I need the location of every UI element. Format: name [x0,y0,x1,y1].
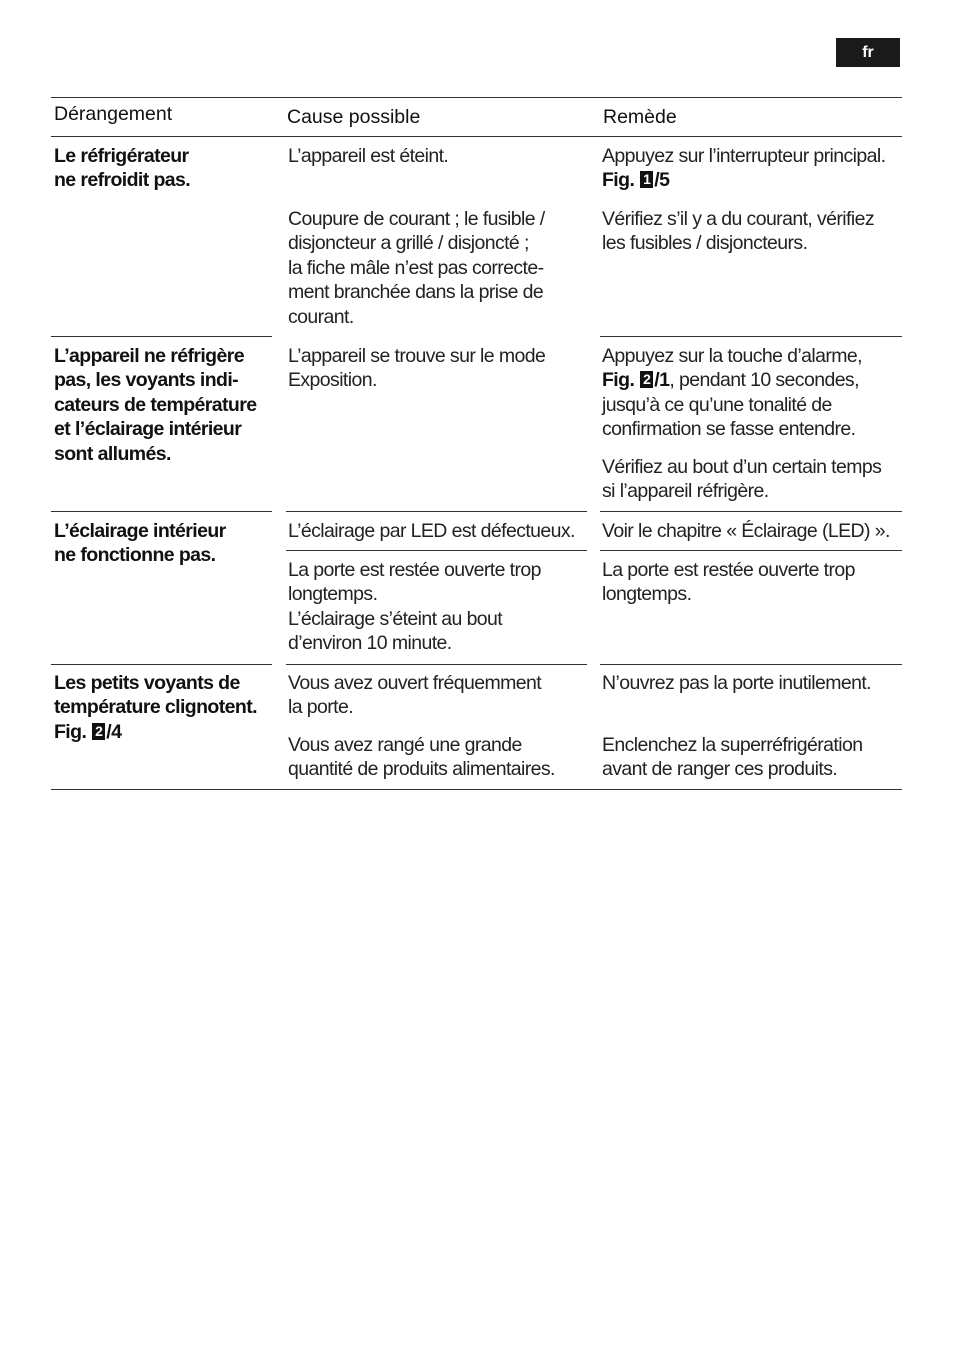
figure-number-badge: 2 [92,723,105,740]
row2-problem [54,344,256,466]
header-cause: Cause possible [287,106,421,128]
figure-item: /4 [106,720,122,743]
row2-rule-col2 [286,511,587,512]
row1-cause2-line: Coupure de courant ; le fusible / [288,208,545,230]
row2-cause1-line: L’appareil se trouve sur le mode [288,345,546,367]
row3-rule-col1 [51,664,272,665]
row1-problem-line: ne refroidit pas. [54,169,191,192]
row1-remedy1-line: Appuyez sur l’interrupteur principal. [602,145,886,167]
row2-problem-line: pas, les voyants indi- [54,369,239,392]
row2-cause1 [288,344,545,393]
row4-cause2 [288,733,555,782]
row3-remedy2-line: La porte est restée ouverte trop [602,559,855,581]
row1-cause2-line: disjoncteur a grillé / disjoncté ; [288,232,529,255]
row2-problem-line: L’appareil ne réfrigère [54,345,244,367]
row3-remedy1 [602,519,890,543]
row1-cause1-line: L’appareil est éteint. [288,145,449,167]
row1-figure-reference [602,168,885,192]
row3-problem [54,519,226,568]
row1-remedy2-line: Vérifiez s’il y a du courant, vérifiez [602,208,874,230]
row4-cause2-line: quantité de produits alimentaires. [288,758,555,781]
fig-label: Fig. [54,720,87,743]
row1-rule-col1 [51,336,272,337]
row3-cause2-line: longtemps. [288,583,378,606]
row2-remedy2 [602,455,881,504]
row2-remedy1-continuation: , pendant 10 secondes, [669,369,859,392]
row1-cause2 [288,207,545,329]
row4-cause1-line: la porte. [288,696,354,719]
row2-remedy1-line: confirmation se fasse entendre. [602,418,856,441]
fig-label: Fig. [602,369,635,392]
row3-rule-col2 [286,664,587,665]
row1-rule-col3 [600,336,902,337]
row2-rule-col1 [51,511,272,512]
row2-problem-line: cateurs de température [54,393,257,416]
figure-item: /5 [654,169,670,192]
row2-cause1-line: Exposition. [288,369,377,392]
table-top-rule [51,97,902,98]
row3-sub-rule-col2 [286,550,587,551]
row1-remedy2-line: les fusibles / disjoncteurs. [602,232,808,255]
row1-cause1 [288,144,448,168]
row3-cause2-line: La porte est restée ouverte trop [288,559,541,581]
row2-remedy1-line: jusqu’à ce qu’une tonalité de [602,393,832,416]
row4-cause1-line: Vous avez ouvert fréquemment [288,672,542,694]
figure-item: /1 [654,369,670,392]
row3-problem-line: L’éclairage intérieur [54,520,226,542]
row3-cause1 [288,519,575,543]
figure-number-badge: 2 [640,371,653,388]
row4-remedy2-line: Enclenchez la superréfrigération [602,734,863,756]
header-remede: Remède [603,106,677,128]
row4-problem-line: température clignotent. [54,696,257,719]
row2-remedy2-line: si l’appareil réfrigère. [602,480,769,503]
row2-remedy1 [602,344,862,442]
row2-rule-col3 [600,511,902,512]
language-badge: fr [836,38,900,67]
row3-cause1-line: L’éclairage par LED est défectueux. [288,520,575,542]
row4-remedy2 [602,733,862,782]
header-derangement: Dérangement [54,103,173,125]
row2-problem-line: sont allumés. [54,442,171,465]
row3-sub-rule-col3 [600,550,902,551]
row2-problem-line: et l’éclairage intérieur [54,418,242,441]
row1-cause2-line: la fiche mâle n’est pas correcte- [288,256,544,279]
figure-number-badge: 1 [640,171,653,188]
row4-cause1 [288,671,541,720]
row4-figure-reference [54,720,257,744]
row3-remedy1-line: Voir le chapitre « Éclairage (LED) ». [602,520,890,542]
row2-remedy2-line: Vérifiez au bout d’un certain temps [602,456,882,478]
table-bottom-rule [51,789,902,790]
row3-rule-col3 [600,664,902,665]
row4-cause2-line: Vous avez rangé une grande [288,734,522,756]
row2-figure-reference [602,368,862,392]
row4-remedy1-line: N’ouvrez pas la porte inutilement. [602,672,871,694]
row4-remedy2-line: avant de ranger ces produits. [602,758,838,781]
fig-label: Fig. [602,169,635,192]
row3-remedy2-line: longtemps. [602,583,692,606]
row4-problem [54,671,257,744]
row1-remedy1 [602,144,885,193]
row4-remedy1 [602,671,871,695]
row3-cause2-line: d’environ 10 minute. [288,632,452,655]
row4-problem-line: Les petits voyants de [54,672,240,694]
row3-cause2-line: L’éclairage s’éteint au bout [288,607,503,630]
row3-cause2 [288,558,541,656]
row2-remedy1-line: Appuyez sur la touche d’alarme, [602,345,862,367]
header-bottom-rule [51,136,902,137]
row1-cause2-line: courant. [288,305,354,328]
row1-problem [54,144,190,193]
row1-problem-line: Le réfrigérateur [54,145,189,167]
row1-remedy2 [602,207,874,256]
row3-problem-line: ne fonctionne pas. [54,544,216,567]
row3-remedy2 [602,558,855,607]
row1-cause2-line: ment branchée dans la prise de [288,281,544,304]
